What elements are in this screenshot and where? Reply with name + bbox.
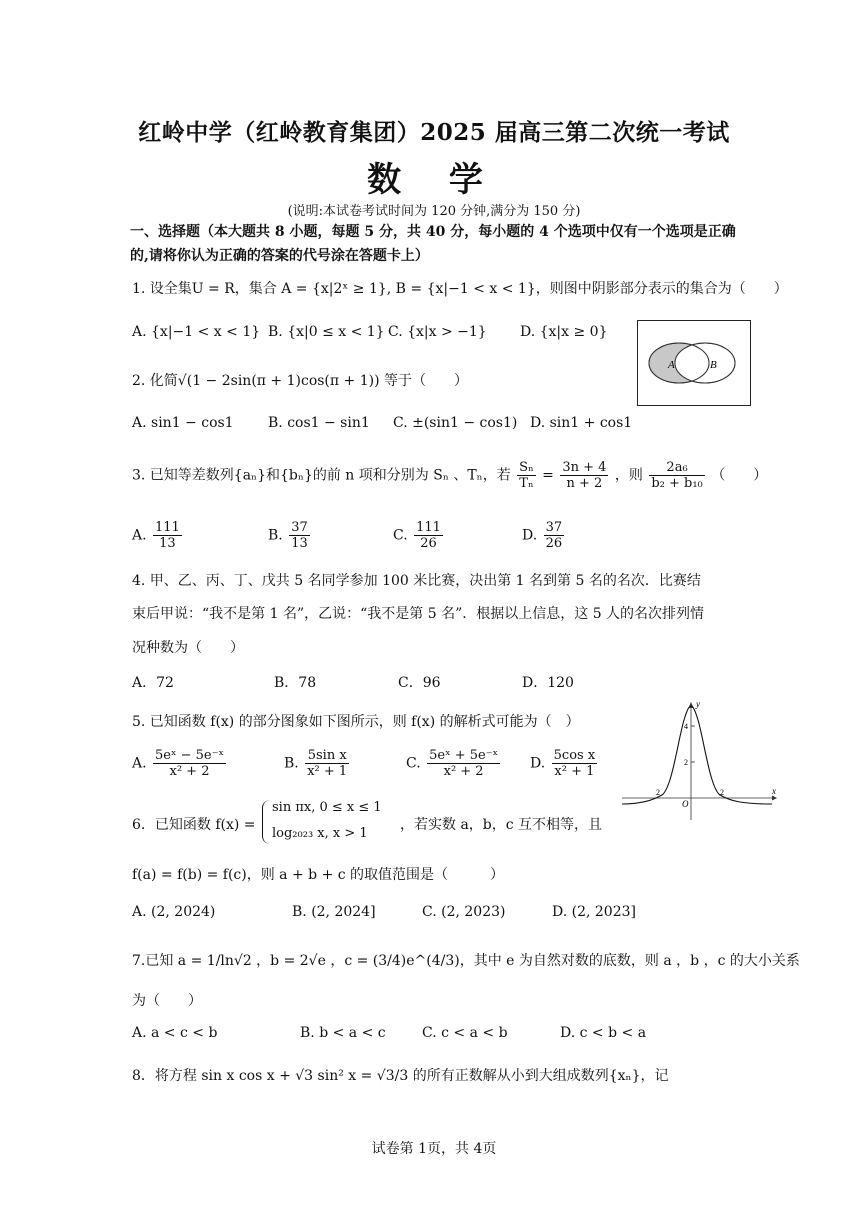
question-5-option-a xyxy=(132,748,228,779)
piecewise-case-1: sin πx, 0 ≤ x ≤ 1 xyxy=(272,800,382,815)
question-6-option-d: D. (2, 2023] xyxy=(552,904,636,920)
frac-den: 26 xyxy=(420,536,437,551)
question-6-stem-post: ，若实数 a，b，c 互不相等，且 xyxy=(400,817,603,833)
venn-svg xyxy=(638,321,750,405)
question-2-stem: 2. 化简√(1 − 2sin(π + 1)cos(π + 1)) 等于（ ） xyxy=(132,373,469,389)
question-3-mid: ，则 xyxy=(614,467,643,484)
piecewise-brace xyxy=(262,800,271,844)
question-1-option-c: C. {x|x > −1} xyxy=(388,324,487,340)
question-1-option-a: A. {x|−1 < x < 1} xyxy=(132,324,261,340)
question-5-option-d xyxy=(530,748,599,779)
question-3-option-c xyxy=(393,520,445,551)
frac-den: 13 xyxy=(291,536,308,551)
question-3-end: （ ） xyxy=(711,467,768,484)
page-footer: 试卷第 1页，共 4页 xyxy=(371,1141,497,1157)
exam-note: (说明:本试卷考试时间为 120 分钟,满分为 150 分) xyxy=(287,204,581,219)
question-4-option-a: A．72 xyxy=(132,675,174,691)
question-7-option-b: B. b < a < c xyxy=(300,1025,386,1041)
origin-label: O xyxy=(682,799,689,809)
question-4-option-c: C．96 xyxy=(398,675,441,691)
frac-den: x² + 2 xyxy=(443,764,484,779)
subject-title: 数 学 xyxy=(367,160,501,200)
function-graph-svg xyxy=(620,700,778,822)
question-3-fraction-s-t xyxy=(517,460,536,491)
y-tick-4: 4 xyxy=(684,722,688,731)
question-2-option-d: D. sin1 + cos1 xyxy=(530,415,633,431)
venn-label-b: B xyxy=(710,359,717,371)
question-4-line-3: 况种数为（ ） xyxy=(132,640,244,656)
frac-num: 5eˣ − 5e⁻ˣ xyxy=(155,748,224,763)
option-label: B. xyxy=(284,755,299,772)
equals-sign: = xyxy=(542,467,554,484)
option-label: C. xyxy=(406,755,421,772)
exam-title: 红岭中学（红岭教育集团）2025 届高三第二次统一考试 xyxy=(138,119,730,146)
question-3-option-d xyxy=(522,520,566,551)
option-label: D. xyxy=(522,527,538,544)
question-3-stem xyxy=(132,460,767,491)
frac-den: Tₙ xyxy=(519,476,534,491)
question-7-option-c: C. c < a < b xyxy=(422,1025,508,1041)
question-6-option-a: A. (2, 2024) xyxy=(132,904,216,920)
question-7-line-2: 为（ ） xyxy=(132,993,202,1009)
question-5-option-c xyxy=(406,748,502,779)
question-4-line-1: 4. 甲、乙、丙、丁、戊共 5 名同学参加 100 米比赛，决出第 1 名到第 5 名的名次．比赛结 xyxy=(132,573,701,589)
option-fraction xyxy=(153,520,182,551)
question-3-option-a xyxy=(132,520,184,551)
option-label: A. xyxy=(132,527,147,544)
question-3-fraction-ratio xyxy=(560,460,608,491)
frac-num: 111 xyxy=(416,520,441,535)
question-7-option-d: D. c < b < a xyxy=(560,1025,647,1041)
function-curve xyxy=(622,706,772,804)
question-6-option-b: B. (2, 2024] xyxy=(292,904,376,920)
frac-num: 2a₆ xyxy=(649,460,704,476)
y-tick-2: 2 xyxy=(684,758,688,767)
function-graph xyxy=(620,700,778,826)
venn-label-a: A xyxy=(668,359,675,371)
option-label: C. xyxy=(393,527,408,544)
x-axis-arrow-icon xyxy=(772,796,777,801)
question-2-option-b: B. cos1 − sin1 xyxy=(268,415,370,431)
question-4-option-d: D．120 xyxy=(522,675,574,691)
frac-num: Sₙ xyxy=(519,460,534,475)
option-fraction xyxy=(544,520,565,551)
frac-num: 37 xyxy=(291,520,308,535)
question-7-line-1: 7.已知 a = 1/ln√2 ，b = 2√e ，c = (3/4)e^(4/3)，其中 e 为自然对数的底数，则 a ，b ，c 的大小关系 xyxy=(132,953,800,969)
question-4-option-b: B．78 xyxy=(274,675,317,691)
question-5-stem: 5. 已知函数 f(x) 的部分图象如下图所示，则 f(x) 的解析式可能为（ ） xyxy=(132,714,580,730)
question-6-option-c: C. (2, 2023) xyxy=(422,904,506,920)
frac-den: b₂ + b₁₀ xyxy=(651,476,703,491)
frac-den: x² + 1 xyxy=(554,764,595,779)
frac-den: x² + 1 xyxy=(307,764,348,779)
piecewise-case-2: log₂₀₂₃ x, x > 1 xyxy=(272,826,368,841)
section-heading: 一、选择题（本大题共 8 小题，每题 5 分，共 40 分，每小题的 4 个选项中仅有一个选项是正确的,请将你认为正确的答案的代号涂在答题卡上） xyxy=(130,224,736,264)
option-fraction xyxy=(305,748,349,779)
frac-num: 3n + 4 xyxy=(562,460,607,475)
frac-num: 37 xyxy=(545,520,563,535)
y-axis-label: y xyxy=(696,700,700,709)
x-tick-2: 2 xyxy=(720,788,724,797)
question-5-option-b xyxy=(284,748,351,779)
option-label: D. xyxy=(530,755,546,772)
option-fraction xyxy=(153,748,226,779)
option-label: A. xyxy=(132,755,147,772)
question-3-stem-pre: 3. 已知等差数列{aₙ}和{bₙ}的前 n 项和分别为 Sₙ 、Tₙ，若 xyxy=(132,467,511,484)
question-2-option-c: C. ±(sin1 − cos1) xyxy=(393,415,518,431)
question-3-option-b xyxy=(268,520,312,551)
frac-den: 26 xyxy=(545,536,563,551)
question-1-option-b: B. {x|0 ≤ x < 1} xyxy=(268,324,385,340)
x-axis-label: x xyxy=(772,786,776,796)
question-6-line-2: f(a) = f(b) = f(c)，则 a + b + c 的取值范围是（ ） xyxy=(132,867,505,883)
question-3-fraction-target xyxy=(649,460,704,491)
option-label: B. xyxy=(268,527,283,544)
frac-num: 111 xyxy=(155,520,180,535)
question-8-line-1: 8．将方程 sin x cos x + √3 sin² x = √3/3 的所有正数解从小到大组成数列{xₙ}，记 xyxy=(132,1068,669,1084)
frac-den: x² + 2 xyxy=(169,764,210,779)
question-7-option-a: A. a < c < b xyxy=(132,1025,218,1041)
x-tick-neg-2: 2 xyxy=(656,788,660,797)
frac-num: 5eˣ + 5e⁻ˣ xyxy=(429,748,499,763)
frac-den: n + 2 xyxy=(566,476,603,491)
frac-num: 5cos x xyxy=(553,748,596,763)
question-1-stem: 1. 设全集U = R，集合 A = {x|2ˣ ≥ 1}, B = {x|−1 < x < 1}，则图中阴影部分表示的集合为（ ） xyxy=(132,281,788,297)
option-fraction xyxy=(552,748,598,779)
option-fraction xyxy=(289,520,310,551)
question-6-stem-pre: 6．已知函数 f(x) = xyxy=(132,817,256,833)
frac-den: 13 xyxy=(159,536,176,551)
option-fraction xyxy=(427,748,500,779)
question-1-option-d: D. {x|x ≥ 0} xyxy=(520,324,608,340)
option-fraction xyxy=(414,520,443,551)
venn-diagram xyxy=(637,320,751,406)
question-2-option-a: A. sin1 − cos1 xyxy=(132,415,234,431)
frac-num: 5sin x xyxy=(305,748,349,764)
question-4-line-2: 束后甲说：“我不是第 1 名”，乙说：“我不是第 5 名”．根据以上信息，这 5 人的名次排列情 xyxy=(132,606,705,622)
